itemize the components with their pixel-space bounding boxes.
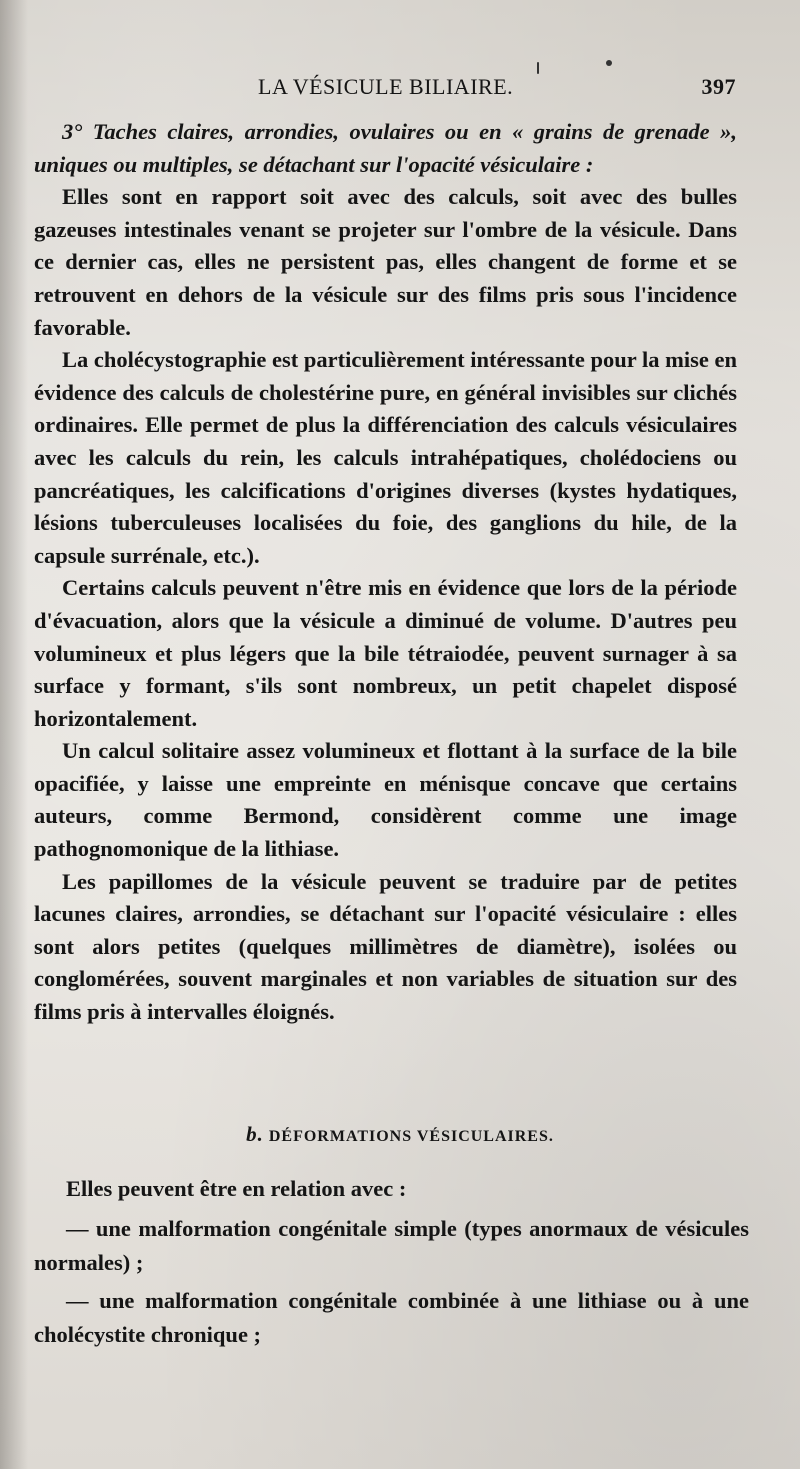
- page-header: [258, 74, 736, 108]
- paragraph: Elles sont en rapport soit avec des calculs, soit avec des bulles gazeuses intestinales venant se projeter sur l'ombre de la vésicule. Dans ce dernier cas, elles ne persistent pas, elles changent de forme et se retrouvent en dehors de la vésicule sur des films pris sous l'incidence favorable.: [34, 184, 737, 340]
- section-label: DÉFORMATIONS VÉSICULAIRES.: [268, 1128, 554, 1145]
- ink-speck: [537, 62, 539, 74]
- section-letter: b.: [246, 1122, 264, 1146]
- list-intro: Elles peuvent être en relation avec :: [66, 1176, 407, 1201]
- paragraph-lead: 3° Taches claires, arrondies, ovulaires ou en « grains de grenade », uniques ou multiples, se détachant sur l'opacité vésiculaire :: [34, 119, 737, 177]
- section-heading: [0, 1122, 800, 1147]
- paragraph: Certains calculs peuvent n'être mis en évidence que lors de la période d'évacuation, alors que la vésicule a diminué de volume. D'autres peu volumineux et plus légers que la bile tétraiodée, peuvent surnager à sa surface y formant, s'ils sont nombreux, un petit chapelet disposé horizontalement.: [34, 575, 737, 731]
- page-number: 397: [701, 74, 736, 99]
- paragraph: Les papillomes de la vésicule peuvent se traduire par de petites lacunes claires, arrondies, se détachant sur l'opacité vésiculaire : elles sont alors petites (quelques millimètres de diamètre), isolées ou conglomérées, souvent marginales et non variables de situation sur des films pris à intervalles éloignés.: [34, 868, 737, 1025]
- list-item: — une malformation congénitale simple (types anormaux de vésicules normales) ;: [34, 1216, 749, 1275]
- ink-speck: [606, 60, 612, 66]
- paragraph: Un calcul solitaire assez volumineux et flottant à la surface de la bile opacifiée, y laisse une empreinte en ménisque concave que certains auteurs, comme Bermond, considèrent comme une image pathognomonique de la lithiase.: [34, 738, 737, 862]
- list-block: [34, 1172, 749, 1352]
- list-item: — une malformation congénitale combinée à une lithiase ou à une cholécystite chronique ;: [34, 1288, 749, 1347]
- paragraph: La cholécystographie est particulièrement intéressante pour la mise en évidence des calculs de cholestérine pure, en général invisibles sur clichés ordinaires. Elle permet de plus la différenciation des calculs vésiculaires avec les calculs du rein, les calculs intrahépatiques, cholédociens ou pancréatiques, les calcifications d'origines diverses (kystes hydatiques, lésions tuberculeuses localisées du foie, des ganglions du hile, de la capsule surrénale, etc.).: [34, 347, 737, 568]
- running-title: LA VÉSICULE BILIAIRE.: [258, 74, 514, 99]
- body-text: [34, 116, 737, 1029]
